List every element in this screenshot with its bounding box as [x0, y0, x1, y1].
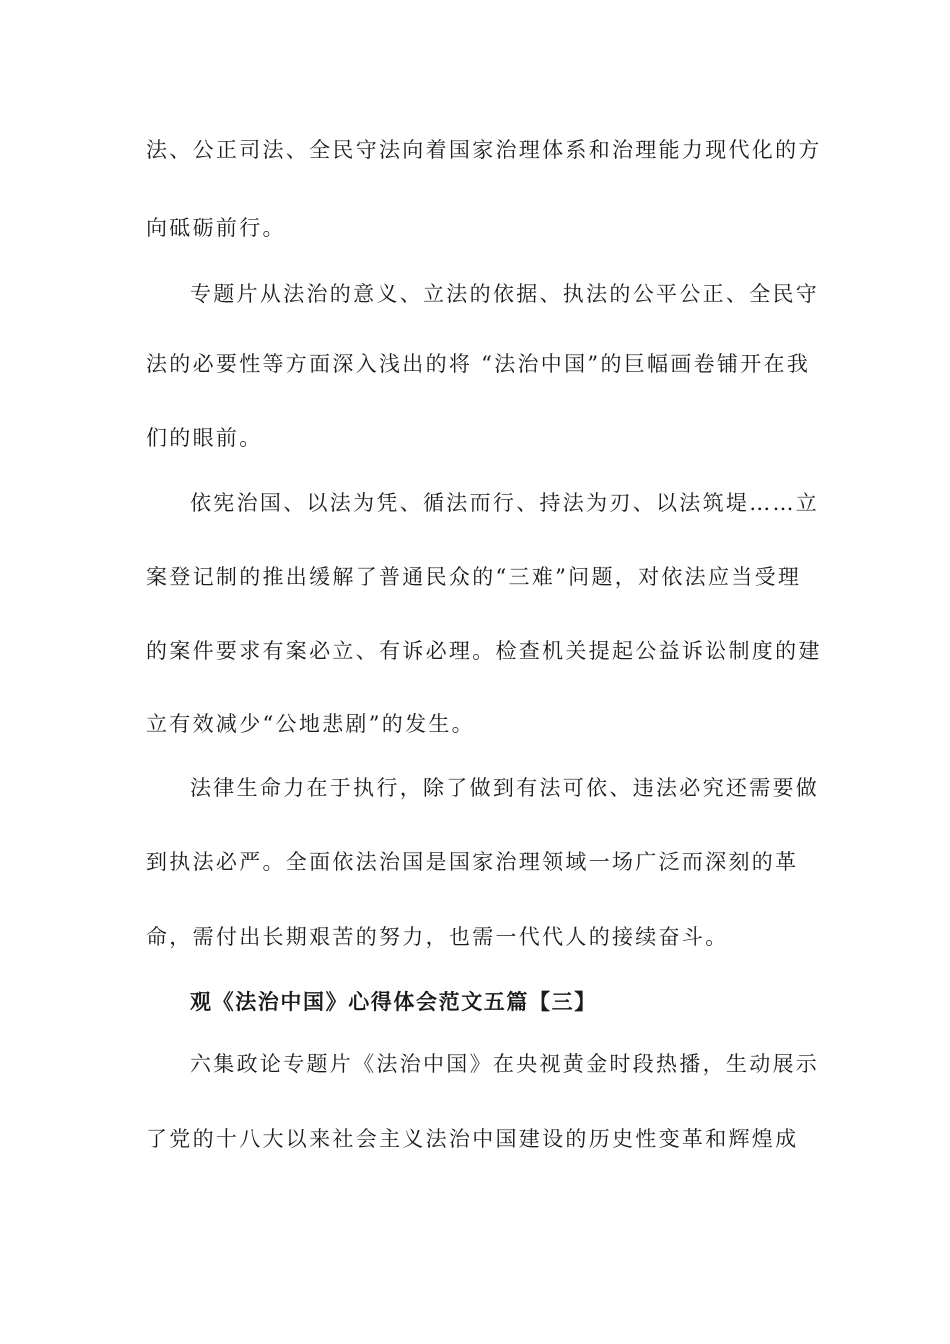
paragraph-line: 依宪治国、以法为凭、循法而行、持法为刃、以法筑堤……立: [190, 491, 820, 515]
section-heading: 观《法治中国》心得体会范文五篇【三】: [190, 990, 597, 1014]
paragraph-line: 们的眼前。: [146, 426, 263, 450]
paragraph-line: 向砥砺前行。: [146, 216, 286, 240]
paragraph-line: 法的必要性等方面深入浅出的将 “法治中国”的巨幅画卷铺开在我: [146, 352, 811, 376]
paragraph-line: 命，需付出长期艰苦的努力，也需一代代人的接续奋斗。: [146, 925, 729, 949]
paragraph-line: 了党的十八大以来社会主义法治中国建设的历史性变革和辉煌成: [146, 1127, 799, 1151]
paragraph-line: 到执法必严。全面依法治国是国家治理领域一场广泛而深刻的革: [146, 850, 799, 874]
paragraph-line: 法律生命力在于执行，除了做到有法可依、违法必究还需要做: [190, 776, 820, 800]
paragraph-line: 专题片从法治的意义、立法的依据、执法的公平公正、全民守: [190, 282, 820, 306]
paragraph-line: 六集政论专题片《法治中国》在央视黄金时段热播，生动展示: [190, 1052, 820, 1076]
paragraph-line: 案登记制的推出缓解了普通民众的“三难”问题，对依法应当受理: [146, 565, 802, 589]
paragraph-line: 法、公正司法、全民守法向着国家治理体系和治理能力现代化的方: [146, 138, 822, 162]
paragraph-line: 的案件要求有案必立、有诉必理。检查机关提起公益诉讼制度的建: [146, 639, 822, 663]
paragraph-line: 立有效减少“公地悲剧”的发生。: [146, 712, 475, 736]
